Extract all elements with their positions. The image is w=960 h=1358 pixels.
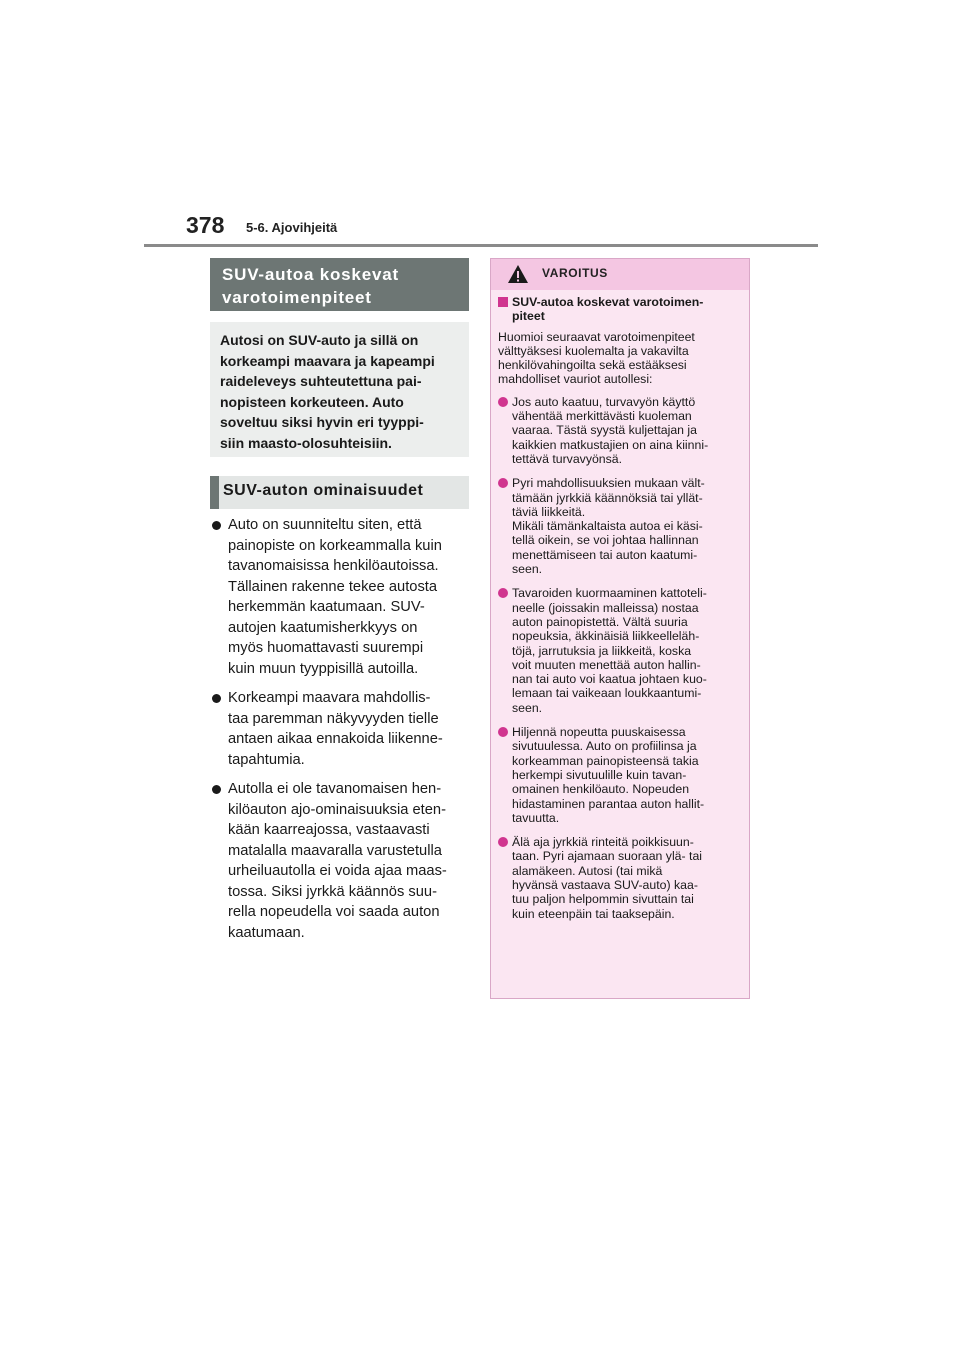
main-heading	[210, 258, 469, 311]
warning-item	[498, 835, 744, 921]
list-line: Korkeampi maavara mahdollis-	[228, 690, 431, 706]
list-line: rella nopeudella voi saada auton	[228, 904, 440, 920]
list-line: painopiste on korkeammalla kuin	[228, 537, 442, 554]
bullet-icon	[498, 837, 508, 847]
sub-heading: SUV-auton ominaisuudet	[210, 476, 469, 509]
warning-intro-line: henkilövahingoilta sekä estääksesi	[498, 358, 687, 373]
bullet-icon	[498, 727, 508, 737]
warning-item-line: voit muuten menettää auton hallin-	[512, 657, 701, 672]
list-line: kään kaarreajossa, vastaavasti	[228, 822, 430, 838]
warning-item-line: seen.	[512, 562, 543, 577]
warning-intro-line: mahdolliset vauriot autollesi:	[498, 372, 653, 387]
warning-item-line: tettävä turvavyönsä.	[512, 451, 623, 466]
warning-body	[498, 295, 744, 931]
bullet-icon	[212, 521, 221, 530]
main-heading-line: varotoimenpiteet	[222, 288, 372, 307]
bullet-icon	[498, 397, 508, 407]
warning-item-line: taan. Pyri ajamaan suoraan ylä- tai	[512, 849, 703, 864]
list-line: herkemmän kaatumaan. SUV-	[228, 599, 425, 615]
header-divider	[144, 244, 818, 247]
warning-item-line: hyvänsä vastaava SUV-auto) kaa-	[512, 877, 698, 892]
warning-item	[498, 476, 744, 576]
warning-item-line: herkempi sivutuulille kuin tavan-	[512, 767, 687, 782]
warning-item-line: sivutuulessa. Auto on profiilinsa ja	[512, 739, 697, 754]
list-line: kaatumaan.	[228, 924, 305, 941]
intro-line: korkeampi maavara ja kapeampi	[220, 352, 435, 369]
warning-item-line: Hiljennä nopeutta puuskaisessa	[512, 725, 686, 740]
list-item	[210, 688, 472, 770]
list-line: Tällainen rakenne tekee autosta	[228, 578, 438, 595]
warning-item-line: auton painopistettä. Vältä suuria	[512, 614, 688, 629]
warning-item-line: nan tai auto voi kaatua johtaen kuo-	[512, 672, 707, 687]
warning-item-line: Älä aja jyrkkiä rinteitä poikkisuun-	[512, 835, 694, 850]
page-number: 378	[186, 212, 225, 238]
warning-item-line: töjä, jarrutuksia ja liikkeitä, koska	[512, 643, 692, 658]
warning-item-line: vähentää merkittävästi kuoleman	[512, 409, 692, 424]
warning-item-line: kuin eteenpäin tai taaksepäin.	[512, 906, 675, 921]
warning-item-line: korkeamman painopisteensä takia	[512, 753, 699, 768]
intro-line: soveltuu siksi hyvin eri tyyppi-	[220, 414, 424, 430]
warning-item-line: menettämiseen tai auton kaatumi-	[512, 547, 698, 562]
warning-subheading-line: piteet	[512, 309, 545, 324]
intro-line: siin maasto-olosuhteisiin.	[220, 434, 392, 451]
warning-item-line: Jos auto kaatuu, turvavyön käyttö	[512, 394, 696, 409]
list-line: taa paremman näkyvyyden tielle	[228, 710, 439, 727]
warning-item-line: omainen henkilöauto. Nopeuden	[512, 782, 690, 797]
warning-item-line: hidastaminen parantaa auton hallit-	[512, 796, 705, 811]
section-title: 5-6. Ajovihjeitä	[246, 220, 338, 235]
list-line: tavanomaisissa henkilöautoissa.	[228, 558, 439, 574]
warning-item-line: neelle (joissakin malleissa) nostaa	[512, 600, 699, 615]
square-bullet-icon	[498, 297, 508, 307]
warning-item-line: vaaraa. Tästä syystä kuljettajan ja	[512, 423, 698, 438]
warning-item-line: alamäkeen. Autosi (tai mikä	[512, 863, 663, 878]
bullet-icon	[212, 694, 221, 703]
intro-box	[210, 322, 469, 457]
warning-item-line: kaikkien matkustajien on aina kiinni-	[512, 437, 709, 452]
intro-line: nopisteen korkeuteen. Auto	[220, 393, 404, 410]
feature-list	[210, 515, 472, 952]
warning-item	[498, 586, 744, 715]
warning-item-line: tämään jyrkkiä käännöksiä tai yllät-	[512, 490, 703, 505]
warning-item	[498, 725, 744, 825]
warning-subheading-line: SUV-autoa koskevat varotoimen-	[512, 295, 704, 309]
warning-item	[498, 395, 744, 466]
intro-line: Autosi on SUV-auto ja sillä on	[220, 332, 419, 348]
warning-item-line: Mikäli tämänkaltaista autoa ei käsi-	[512, 519, 703, 534]
main-heading-line: SUV-autoa koskevat	[222, 265, 399, 284]
bullet-icon	[498, 588, 508, 598]
warning-item-line: Pyri mahdollisuuksien mukaan vält-	[512, 476, 705, 491]
warning-subheading	[498, 295, 744, 324]
warning-header	[491, 259, 749, 290]
warning-box	[490, 258, 750, 999]
list-line: Autolla ei ole tavanomaisen hen-	[228, 781, 442, 797]
list-line: tapahtumia.	[228, 751, 305, 768]
list-line: tossa. Siksi jyrkkä käännös suu-	[228, 883, 437, 900]
warning-item-line: lemaan tai vaikeaan loukkaantumi-	[512, 686, 702, 701]
list-line: matalalla maavaralla varustetulla	[228, 842, 442, 859]
list-item	[210, 779, 472, 943]
warning-item-line: nopeuksia, äkkinäisiä liikkeelleläh-	[512, 629, 700, 644]
warning-item-line: seen.	[512, 700, 543, 715]
warning-title: VAROITUS	[542, 266, 608, 280]
list-line: kuin muun tyyppisillä autoilla.	[228, 660, 419, 677]
warning-intro-line: välttyäksesi kuolemalta ja vakavilta	[498, 343, 689, 358]
bullet-icon	[498, 478, 508, 488]
warning-intro-line: Huomioi seuraavat varotoimenpiteet	[498, 329, 695, 344]
list-item	[210, 515, 472, 679]
bullet-icon	[212, 785, 221, 794]
list-line: antaen aikaa ennakoida liikenne-	[228, 731, 443, 747]
list-line: myös huomattavasti suurempi	[228, 640, 424, 656]
list-line: Auto on suunniteltu siten, että	[228, 517, 422, 533]
warning-item-line: tuu paljon helpommin sivuttain tai	[512, 892, 694, 907]
intro-line: raideleveys suhteutettuna pai-	[220, 373, 422, 389]
list-line: urheiluautolla ei voida ajaa maas-	[228, 863, 447, 879]
warning-item-line: tellä oikein, se voi johtaa hallinnan	[512, 533, 699, 548]
warning-triangle-icon	[507, 264, 529, 284]
list-line: autojen kaatumisherkkyys on	[228, 619, 418, 636]
warning-item-line: tavuutta.	[512, 810, 560, 825]
list-line: kilöauton ajo-ominaisuuksia eten-	[228, 801, 446, 818]
warning-item-line: Tavaroiden kuormaaminen kattoteli-	[512, 586, 707, 601]
warning-item-line: täviä liikkeitä.	[512, 504, 586, 519]
warning-intro	[498, 330, 744, 387]
